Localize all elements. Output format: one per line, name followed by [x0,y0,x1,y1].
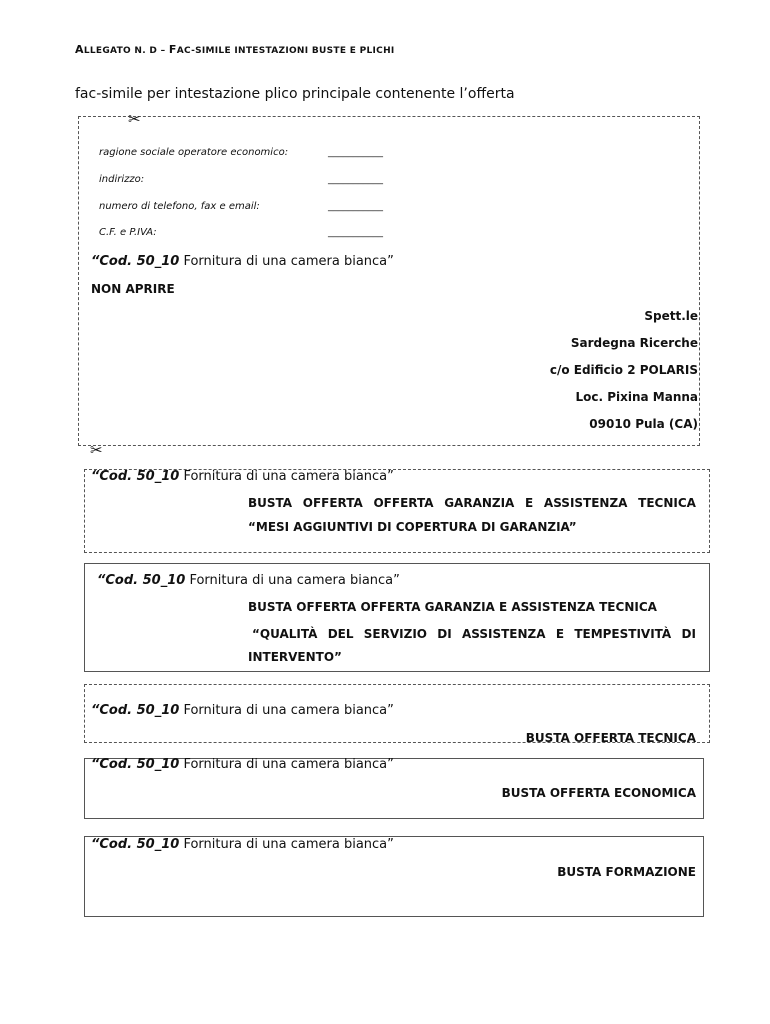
envelope-code-line: “Cod. 50_10 Fornitura di una camera bianca” [91,757,394,772]
document-header [75,43,395,56]
address-line-5: 09010 Pula (CA) [589,417,698,431]
envelope-code-line: “Cod. 50_10 Fornitura di una camera bianca” [91,703,394,718]
envelope-code-line: “Cod. 50_10 Fornitura di una camera bianca” [91,469,394,484]
field-line-contatti: ___________ [328,201,383,212]
envelope-label: BUSTA FORMAZIONE [557,865,696,879]
envelope-subtitle: “MESI AGGIUNTIVI DI COPERTURA DI GARANZIA” [248,520,577,534]
main-plico-code-line: “Cod. 50_10 Fornitura di una camera bianca” [91,254,394,269]
scissors-icon: ✂ [128,110,141,128]
field-label-cf-piva: C.F. e P.IVA: [99,227,157,238]
envelope-title-line: BUSTA OFFERTA OFFERTA GARANZIA E ASSISTENZA TECNICA [248,600,657,614]
field-line-indirizzo: ___________ [328,174,383,185]
field-label-indirizzo: indirizzo: [99,174,145,185]
field-label-ragione: ragione sociale operatore economico: [99,147,289,158]
scissors-icon: ✂ [90,441,103,459]
address-line-1: Spett.le [644,309,698,323]
envelope-label: BUSTA OFFERTA TECNICA [525,731,696,745]
address-line-4: Loc. Pixina Manna [575,390,698,404]
envelope-subtitle-continued: INTERVENTO” [248,650,342,664]
do-not-open-label: NON APRIRE [91,282,175,296]
envelope-label: BUSTA OFFERTA ECONOMICA [501,786,696,800]
address-line-3: c/o Edificio 2 POLARIS [549,363,698,377]
tender-code: Cod. 50_10 [99,254,180,269]
field-label-contatti: numero di telefono, fax e email: [99,201,260,212]
envelope-title-line: BUSTA OFFERTA OFFERTA GARANZIA E ASSISTENZA TECNICA [248,496,696,510]
header-prefix-cap: A [75,43,84,56]
field-line-cf-piva: ___________ [328,227,383,238]
address-line-2: Sardegna Ricerche [570,336,698,350]
header-title-cap: F [168,43,177,56]
envelope-code-line: “Cod. 50_10 Fornitura di una camera bianca” [97,573,400,588]
header-title: AC-SIMILE INTESTAZIONI BUSTE E PLICHI [176,46,395,56]
envelope-subtitle: “QUALITÀ DEL SERVIZIO DI ASSISTENZA E TEMPESTIVITÀ DI [252,627,696,641]
field-line-ragione: ___________ [328,147,383,158]
header-prefix: LLEGATO N. D – [83,46,169,56]
subtitle: fac-simile per intestazione plico principale contenente l’offerta [75,86,515,102]
envelope-code-line: “Cod. 50_10 Fornitura di una camera bianca” [91,837,394,852]
